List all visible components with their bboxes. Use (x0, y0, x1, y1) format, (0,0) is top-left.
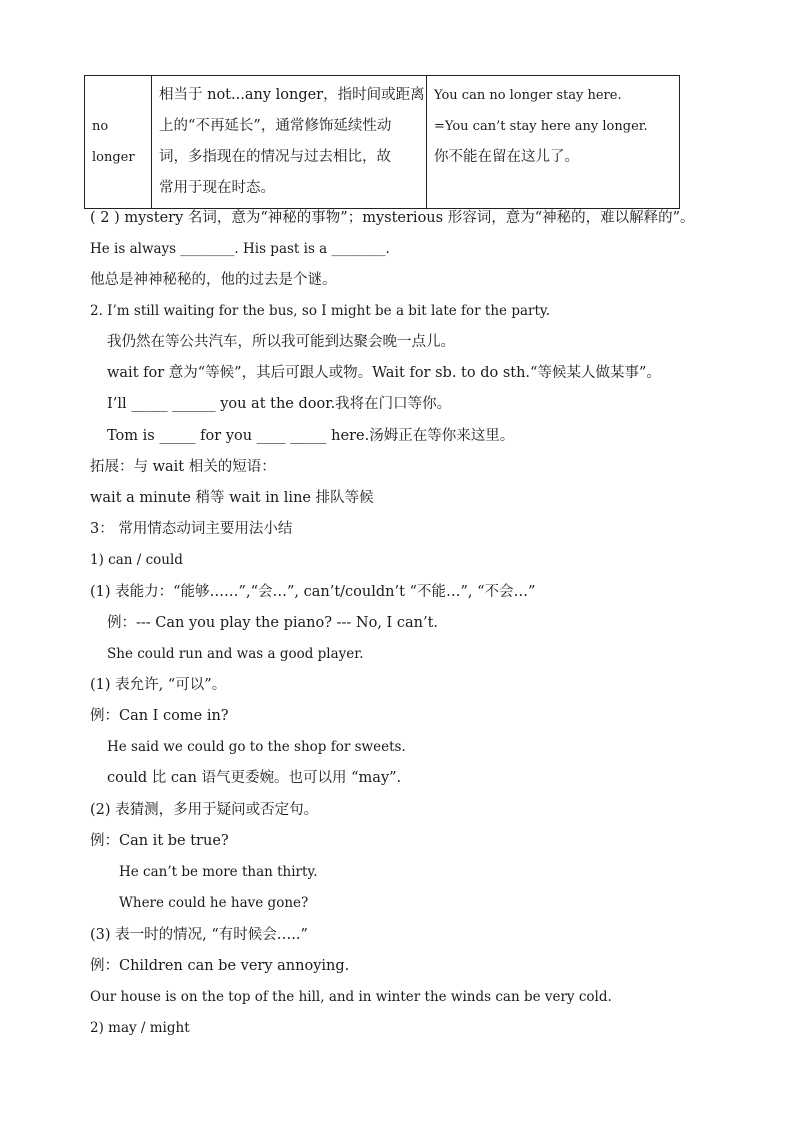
example-line: 例：Can I come in? (90, 708, 229, 724)
example-line: =You can’t stay here any longer. (434, 119, 648, 134)
example-line: 你不能在留在这儿了。 (434, 149, 579, 165)
example-line: She could run and was a good player. (107, 646, 364, 662)
grammar-table (84, 75, 680, 209)
explanation-line: 上的“不再延长”，通常修饰延续性动 (159, 118, 392, 134)
explanation-line: 词，多指现在的情况与过去相比，故 (159, 149, 391, 165)
exercise-line: Tom is _____ for you ____ _____ here.汤姆正在等你来这里。 (107, 428, 515, 444)
example-line: 例：Children can be very annoying. (90, 958, 350, 974)
section-heading: 3： 常用情态动词主要用法小结 (90, 521, 293, 537)
section-heading: 拓展：与 wait 相关的短语： (90, 459, 276, 475)
example-line: Where could he have gone? (119, 895, 309, 911)
examples-cell (427, 76, 680, 209)
translation-line: 他总是神神秘秘的，他的过去是个谜。 (90, 272, 337, 288)
exercise-line: He is always ________. His past is a ________. (90, 241, 390, 257)
term-line: longer (92, 150, 135, 165)
usage-heading: (1) 表允许, “可以”。 (90, 677, 227, 693)
explanation-line: 相当于 not...any longer，指时间或距离 (159, 87, 425, 103)
exercise-line: I’ll _____ ______ you at the door.我将在门口等你。 (107, 396, 452, 412)
note-line: could 比 can 语气更委婉。也可以用 “may”. (107, 770, 402, 786)
usage-heading: (1) 表能力：“能够……”,“会…”, can’t/couldn’t “不能…”, “不会…” (90, 584, 536, 600)
usage-heading: (3) 表一时的情况, “有时候会…..” (90, 927, 308, 943)
usage-heading: (2) 表猜测，多用于疑问或否定句。 (90, 802, 319, 818)
subsection-heading: 2) may / might (90, 1020, 190, 1036)
phrase-line: wait a minute 稍等 wait in line 排队等候 (90, 490, 374, 506)
example-line: You can no longer stay here. (434, 88, 622, 103)
section-heading: ( 2 ) mystery 名词，意为“神秘的事物”；mysterious 形容词，意为“神秘的，难以解释的”。 (90, 210, 695, 226)
explanation-cell (152, 76, 427, 209)
example-line: He can’t be more than thirty. (119, 864, 318, 880)
note-line: wait for 意为“等候”，其后可跟人或物。Wait for sb. to do sth.“等候某人做某事”。 (107, 365, 661, 381)
section-heading: 2. I’m still waiting for the bus, so I might be a bit late for the party. (90, 303, 551, 319)
table-row (85, 76, 680, 209)
example-line: He said we could go to the shop for sweets. (107, 739, 406, 755)
example-line: 例：Can it be true? (90, 833, 229, 849)
term-line: no (92, 119, 109, 134)
example-line: 例：--- Can you play the piano? --- No, I can’t. (107, 615, 439, 631)
subsection-heading: 1) can / could (90, 552, 183, 568)
term-cell (85, 76, 152, 209)
example-line: Our house is on the top of the hill, and in winter the winds can be very cold. (90, 989, 612, 1005)
explanation-line: 常用于现在时态。 (159, 180, 275, 196)
translation-line: 我仍然在等公共汽车，所以我可能到达聚会晚一点儿。 (107, 334, 455, 350)
